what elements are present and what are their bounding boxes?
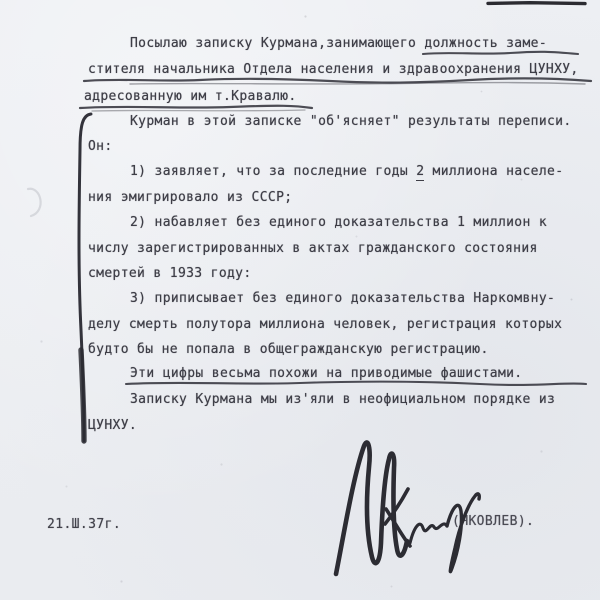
doc-line-1: Посылаю записку Курмана,занимающего должность заме-: [130, 36, 548, 51]
signature-tail-flourish: [447, 494, 479, 572]
doc-line-9: числу зарегистрированных в актах гражданского состояния: [88, 241, 538, 256]
doc-line-11: 3) приписывает без единого доказательства Наркомвну-: [130, 291, 556, 306]
doc-line-10: смертей в 1933 году:: [88, 266, 252, 281]
paper-speckles: [0, 0, 1, 1]
doc-line-7: ния эмигрировало из СССР;: [88, 190, 293, 205]
doc-line-13: будто бы не попала в общегражданскую регистрацию.: [88, 342, 489, 357]
doc-line-15: Записку Курмана мы из'яли в неофициальном порядке из: [130, 392, 556, 407]
pen-underline-line2-double: [130, 83, 585, 84]
doc-line-4: Курман в этой записке "об'ясняет" результаты переписи.: [130, 114, 572, 129]
doc-line-3: адресованную им т.Кравалю.: [84, 89, 297, 104]
document-date: 21.Ш.37г.: [47, 517, 122, 532]
signature-k-downstroke: [386, 509, 410, 546]
pen-underline-line14: [126, 382, 586, 385]
underlined-figure-2: 2: [416, 164, 425, 179]
pen-underline-line3-double: [92, 110, 305, 111]
pen-underline-line3: [80, 106, 312, 108]
pen-underline-line1: [423, 52, 578, 54]
signature-k-upstroke: [385, 489, 408, 524]
doc-line-2: стителя начальника Отдела населения и здравоохранения ЦУНХУ,: [88, 62, 579, 77]
doc-line-8: 2) набавляет без единого доказательства 1 миллион к: [130, 215, 548, 230]
line6-prefix: 1) заявляет, что за последние годы: [130, 164, 417, 179]
doc-line-12: делу смерть полутора миллиона человек, регистрация которых: [88, 317, 563, 332]
faint-crescent-mark: [28, 189, 41, 216]
typed-signatory-name: (ЯКОВЛЕВ).: [452, 514, 535, 529]
pen-underline-line2: [84, 78, 591, 82]
line6-suffix: миллиона населе-: [424, 164, 564, 179]
doc-line-14: Эти цифры весьма похожи на приводимые фашистами.: [130, 366, 523, 381]
margin-line-thick-end: [81, 350, 84, 441]
top-edge-mark: [488, 3, 585, 4]
signature-scrawl: [410, 524, 447, 543]
doc-line-6: [130, 164, 563, 180]
doc-line-5: Он:: [88, 139, 113, 154]
signature-main-strokes: [336, 442, 407, 574]
doc-line-16: ЦУНХУ.: [88, 418, 138, 433]
